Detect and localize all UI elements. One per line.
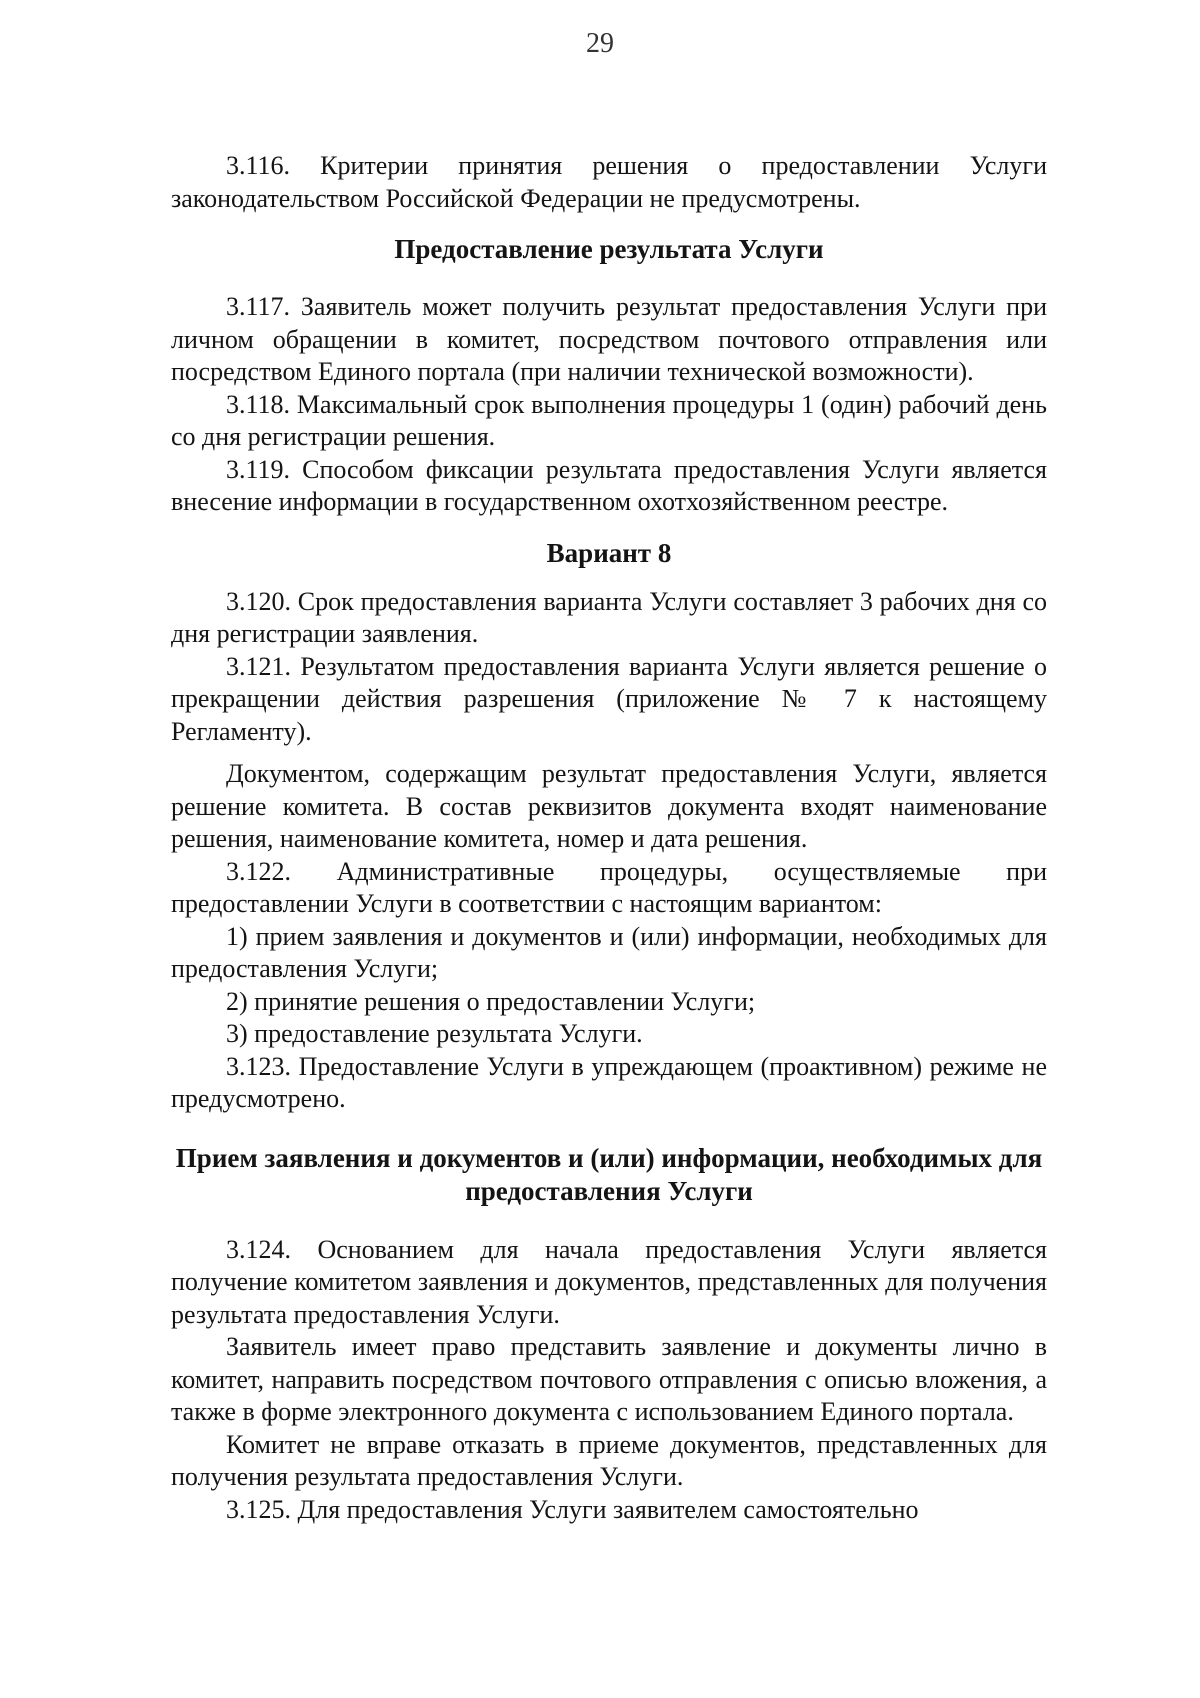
paragraph-3-122: 3.122. Административные процедуры, осуществляемые при предоставлении Услуги в соответствии с настоящим вариантом: <box>171 856 1047 918</box>
section-heading-result: Предоставление результата Услуги <box>394 234 824 264</box>
list-item-3: 3) предоставление результата Услуги. <box>226 1019 643 1048</box>
page-number: 29 <box>586 28 614 59</box>
list-item-1: 1) прием заявления и документов и (или) информации, необходимых для предоставления Услуги; <box>171 921 1047 983</box>
paragraph-3-117: 3.117. Заявитель может получить результат предоставления Услуги при личном обращении в комитет, посредством почтового отправления или посредством Единого портала (при наличии технической возможности). <box>171 292 1047 386</box>
paragraph-3-121: 3.121. Результатом предоставления варианта Услуги является решение о прекращении действия разрешения (приложение № 7 к настоящему Регламенту). <box>171 651 1047 746</box>
paragraph-3-120: 3.120. Срок предоставления варианта Услуги составляет 3 рабочих дня со дня регистрации заявления. <box>171 586 1047 648</box>
paragraph-3-125: 3.125. Для предоставления Услуги заявителем самостоятельно <box>226 1494 919 1524</box>
paragraph-3-119: 3.119. Способом фиксации результата предоставления Услуги является внесение информации в государственном охотхозяйственном реестре. <box>171 454 1047 516</box>
paragraph-3-118: 3.118. Максимальный срок выполнения процедуры 1 (один) рабочий день со дня регистрации решения. <box>171 389 1047 451</box>
list-item-2: 2) принятие решения о предоставлении Услуги; <box>226 986 756 1016</box>
document-body <box>171 150 1047 1526</box>
section-heading-variant-8: Вариант 8 <box>546 537 672 568</box>
paragraph-3-124: 3.124. Основанием для начала предоставления Услуги является получение комитетом заявления и документов, представленных для получения результата предоставления Услуги. <box>171 1234 1047 1329</box>
section-heading-application-intake: Прием заявления и документов и (или) информации, необходимых для предоставления Услуги <box>175 1142 1043 1206</box>
paragraph-applicant-rights: Заявитель имеет право представить заявление и документы лично в комитет, направить посредством почтового отправления с описью вложения, а также в форме электронного документа с использованием Единого портала. <box>171 1332 1047 1426</box>
paragraph-committee-no-refusal: Комитет не вправе отказать в приеме документов, представленных для получения результата предоставления Услуги. <box>171 1429 1047 1491</box>
paragraph-3-116: 3.116. Критерии принятия решения о предоставлении Услуги законодательством Российской Федерации не предусмотрены. <box>171 151 1047 213</box>
paragraph-result-document: Документом, содержащим результат предоставления Услуги, является решение комитета. В состав реквизитов документа входят наименование решения, наименование комитета, номер и дата решения. <box>171 759 1047 853</box>
paragraph-3-123: 3.123. Предоставление Услуги в упреждающем (проактивном) режиме не предусмотрено. <box>171 1051 1047 1113</box>
